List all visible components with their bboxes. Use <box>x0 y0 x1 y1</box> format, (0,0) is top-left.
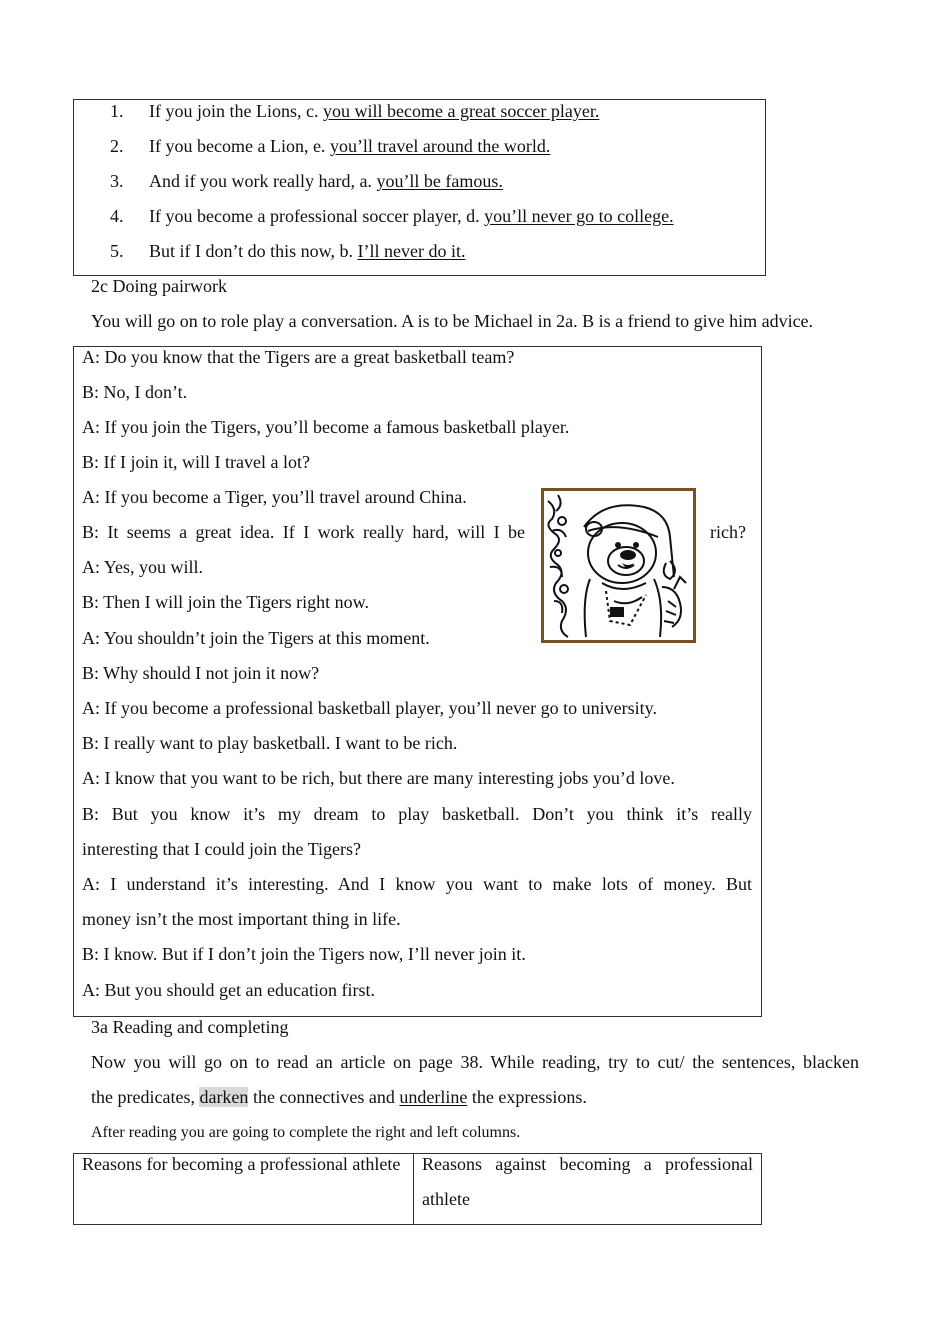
dialogue-line: B: I know. But if I don’t join the Tigers now, I’ll never join it. <box>82 944 526 964</box>
item-answer: you’ll travel around the world. <box>329 136 551 156</box>
item-lead: If you become a professional soccer player, d. <box>149 206 485 226</box>
item-number: 3. <box>110 171 124 191</box>
dialogue-line: B: I really want to play basketball. I want to be rich. <box>82 733 458 753</box>
reasons-for-cell: Reasons for becoming a professional athlete <box>82 1154 401 1174</box>
dialogue-line: B: No, I don’t. <box>82 382 188 402</box>
dialogue-line: A: If you become a Tiger, you’ll travel around China. <box>82 487 467 507</box>
section-3a-line2 <box>91 1086 587 1108</box>
dialogue-line: A: Do you know that the Tigers are a great basketball team? <box>82 347 515 367</box>
bear-cartoon-icon <box>544 491 693 640</box>
dialogue-line: B: But you know it’s my dream to play basketball. Don’t you think it’s really <box>82 804 752 824</box>
underline-word: underline <box>399 1087 468 1107</box>
dialogue-line: A: I understand it’s interesting. And I know you want to make lots of money. But <box>82 874 752 894</box>
dialogue-line: A: If you become a professional basketball player, you’ll never go to university. <box>82 698 657 718</box>
item-number: 4. <box>110 206 124 226</box>
dialogue-line: A: You shouldn’t join the Tigers at this moment. <box>82 628 430 648</box>
item-answer: I’ll never do it. <box>357 241 466 261</box>
item-lead: But if I don’t do this now, b. <box>149 241 358 261</box>
item-number: 1. <box>110 101 124 121</box>
dialogue-line: money isn’t the most important thing in life. <box>82 909 401 929</box>
section-2c-heading: 2c Doing pairwork <box>91 276 227 296</box>
item-number: 2. <box>110 136 124 156</box>
section-2c-instruction: You will go on to role play a conversation. A is to be Michael in 2a. B is a friend to give him advice. <box>91 311 814 331</box>
dialogue-line-rich: rich? <box>710 522 746 542</box>
item-answer: you will become a great soccer player. <box>322 101 600 121</box>
table-divider <box>413 1153 414 1225</box>
section-3a-after: After reading you are going to complete the right and left columns. <box>91 1124 521 1141</box>
reasons-against-cell: Reasons against becoming a professional athlete <box>422 1154 753 1209</box>
section-3a-line1: Now you will go on to read an article on page 38. While reading, try to cut/ the sentences, blacken <box>91 1052 859 1072</box>
line2-end: the expressions. <box>467 1087 587 1107</box>
item-lead: If you join the Lions, c. <box>149 101 323 121</box>
dialogue-line: B: If I join it, will I travel a lot? <box>82 452 310 472</box>
item-lead: And if you work really hard, a. <box>149 171 377 191</box>
dialogue-line: A: But you should get an education first. <box>82 980 375 1000</box>
item-answer: you’ll be famous. <box>376 171 503 191</box>
dialogue-line: A: If you join the Tigers, you’ll become a famous basketball player. <box>82 417 570 437</box>
section-3a-heading: 3a Reading and completing <box>91 1017 289 1037</box>
dialogue-line: A: I know that you want to be rich, but there are many interesting jobs you’d love. <box>82 768 675 788</box>
illustration <box>541 488 696 643</box>
dialogue-line: B: Then I will join the Tigers right now. <box>82 592 370 612</box>
line2-mid: the connectives and <box>248 1087 400 1107</box>
item-lead: If you become a Lion, e. <box>149 136 330 156</box>
dialogue-line: B: Why should I not join it now? <box>82 663 320 683</box>
item-answer: you’ll never go to college. <box>484 206 674 226</box>
line2-start: the predicates, <box>91 1087 200 1107</box>
dialogue-line: interesting that I could join the Tigers? <box>82 839 361 859</box>
dialogue-line: A: Yes, you will. <box>82 557 204 577</box>
item-number: 5. <box>110 241 124 261</box>
dialogue-line: B: It seems a great idea. If I work really hard, will I be <box>82 522 525 542</box>
darken-word: darken <box>199 1087 249 1107</box>
